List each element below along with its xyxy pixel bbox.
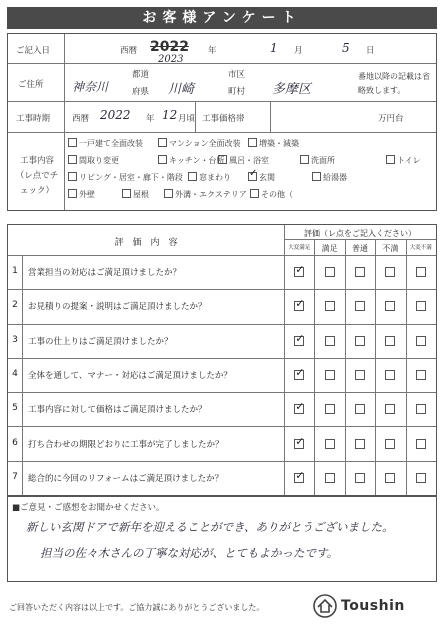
rating-checkbox[interactable] <box>416 301 426 311</box>
rating-checkbox[interactable] <box>416 439 426 449</box>
rating-level-header: 不満 <box>382 244 399 253</box>
footer-note: ご回答いただく内容は以上です。ご協力誠にありがとうございました。 <box>9 603 265 612</box>
date-label: ご記入日 <box>16 46 51 56</box>
pref-label-top: 都道 <box>132 70 150 80</box>
checkbox[interactable] <box>218 155 227 164</box>
work-option[interactable] <box>164 189 247 200</box>
rating-checkbox[interactable] <box>385 267 395 277</box>
town-label: 町村 <box>228 87 246 97</box>
rating-checkbox[interactable] <box>416 473 426 483</box>
eval-table <box>7 224 437 496</box>
period-label: 工事時期 <box>16 114 51 124</box>
question-number: 6 <box>12 437 18 448</box>
work-option[interactable] <box>68 172 183 183</box>
question-number: 7 <box>12 471 18 482</box>
era-label: 西暦 <box>120 46 138 56</box>
checkbox[interactable] <box>248 138 257 147</box>
rating-checkbox[interactable] <box>325 439 335 449</box>
rating-checkbox[interactable] <box>294 473 304 483</box>
rating-checkbox[interactable] <box>385 404 395 414</box>
checkbox[interactable] <box>248 172 257 181</box>
comments-label: ■ご意見・ご感想をお聞かせください。 <box>12 503 165 513</box>
address-label: ご住所 <box>18 80 44 90</box>
rating-checkbox[interactable] <box>294 301 304 311</box>
comment-line-2: 担当の佐々木さんの丁寧な対応が、とてもよかったです。 <box>40 546 339 560</box>
city-value: 川崎 <box>168 82 195 97</box>
rating-checkbox[interactable] <box>325 370 335 380</box>
rating-checkbox[interactable] <box>325 336 335 346</box>
work-option-label: 増築・減築 <box>259 139 299 148</box>
period-month-unit: 月頃 <box>178 114 196 124</box>
work-option-label: キッチン・台所 <box>169 156 225 165</box>
rating-checkbox[interactable] <box>325 404 335 414</box>
work-option-label: 給湯器 <box>323 173 347 182</box>
comments-box <box>7 496 437 582</box>
work-option[interactable] <box>68 138 143 149</box>
comment-line-1: 新しい玄関ドアで新年を迎えることができ、ありがとうございました。 <box>26 520 394 534</box>
checkbox[interactable] <box>122 189 131 198</box>
work-option-label: 窓まわり <box>199 173 231 182</box>
year-printed: 2022 <box>150 39 189 55</box>
year-corrected: 2023 <box>158 54 184 65</box>
rating-checkbox[interactable] <box>355 370 365 380</box>
checkbox[interactable] <box>68 138 77 147</box>
rating-checkbox[interactable] <box>355 473 365 483</box>
work-option-label: 屋根 <box>133 190 149 199</box>
ward-value: 多摩区 <box>272 82 312 97</box>
pref-value: 神奈川 <box>72 80 109 94</box>
work-option[interactable] <box>158 138 241 149</box>
content-header: 評 価 内 容 <box>114 238 178 248</box>
checkbox[interactable] <box>312 172 321 181</box>
checkbox[interactable] <box>164 189 173 198</box>
work-option-label: 間取り変更 <box>79 156 119 165</box>
question-text: 営業担当の対応はご満足頂けましたか？ <box>28 268 182 279</box>
rating-header: 評価（レ点をご記入ください） <box>304 229 416 238</box>
rating-checkbox[interactable] <box>385 336 395 346</box>
checkbox[interactable] <box>68 155 77 164</box>
rating-level-header: 普通 <box>351 244 368 253</box>
checkbox[interactable] <box>250 189 259 198</box>
work-option[interactable] <box>300 155 335 166</box>
brand-logo: Toushin <box>341 598 405 614</box>
rating-checkbox[interactable] <box>385 473 395 483</box>
work-option-label: 外壁 <box>79 190 95 199</box>
rating-checkbox[interactable] <box>416 336 426 346</box>
rating-checkbox[interactable] <box>294 439 304 449</box>
rating-checkbox[interactable] <box>416 267 426 277</box>
rating-level-header: 満足 <box>321 244 338 253</box>
work-option[interactable] <box>248 138 299 149</box>
year-unit: 年 <box>208 46 217 56</box>
rating-checkbox[interactable] <box>355 439 365 449</box>
work-option-label: リビング・居室・廊下・階段 <box>79 173 183 182</box>
rating-level-header: 大変不満 <box>409 245 432 251</box>
checkbox[interactable] <box>300 155 309 164</box>
rating-level-header: 大変満足 <box>288 245 311 251</box>
rating-checkbox[interactable] <box>325 473 335 483</box>
work-label: 工事内容（レ点でチェック） <box>15 156 59 196</box>
city-label: 市区 <box>228 70 246 80</box>
rating-checkbox[interactable] <box>416 404 426 414</box>
day-unit: 日 <box>366 46 375 56</box>
work-options <box>68 136 434 208</box>
rating-checkbox[interactable] <box>355 301 365 311</box>
work-option-label: 洗面所 <box>311 156 335 165</box>
question-text: 打ち合わせの期限どおりに工事が完了しましたか？ <box>28 439 224 450</box>
work-option[interactable] <box>188 172 231 183</box>
rating-checkbox[interactable] <box>294 336 304 346</box>
rating-checkbox[interactable] <box>355 404 365 414</box>
checkbox[interactable] <box>68 172 77 181</box>
work-option[interactable] <box>218 155 269 166</box>
price-label: 工事価格帯 <box>202 114 245 124</box>
rating-checkbox[interactable] <box>325 301 335 311</box>
work-option[interactable] <box>68 189 95 200</box>
period-month: 12 <box>162 108 178 122</box>
question-number: 1 <box>12 266 18 277</box>
work-option-label: 外溝・エクステリア <box>175 190 247 199</box>
rating-checkbox[interactable] <box>385 439 395 449</box>
survey-title: お客様アンケート <box>7 7 437 29</box>
work-option-label: 一戸建て全面改装 <box>79 139 143 148</box>
house-logo-icon <box>313 594 337 618</box>
period-year-unit: 年 <box>146 114 155 124</box>
work-option[interactable] <box>386 155 421 166</box>
checkbox[interactable] <box>386 155 395 164</box>
question-number: 3 <box>12 334 18 345</box>
period-era: 西暦 <box>72 114 90 124</box>
work-option-label: トイレ <box>397 156 421 165</box>
question-text: 工事内容に対して価格はご満足頂けましたか？ <box>28 405 207 416</box>
rating-checkbox[interactable] <box>294 404 304 414</box>
work-option[interactable] <box>250 189 293 200</box>
info-box <box>7 33 437 211</box>
address-note: 番地以降の記載は省略致します。 <box>358 72 430 95</box>
work-option[interactable] <box>158 155 224 166</box>
rating-checkbox[interactable] <box>385 370 395 380</box>
month-unit: 月 <box>294 46 303 56</box>
rating-checkbox[interactable] <box>325 267 335 277</box>
work-option[interactable] <box>312 172 347 183</box>
checkbox[interactable] <box>158 138 167 147</box>
month-value: 1 <box>270 41 278 55</box>
checkbox[interactable] <box>188 172 197 181</box>
work-option-label: 玄関 <box>259 173 275 182</box>
question-text: 全体を通して、マナー・対応はご満足頂けましたか？ <box>28 371 232 381</box>
question-number: 2 <box>12 300 18 311</box>
checkbox[interactable] <box>68 189 77 198</box>
day-value: 5 <box>342 41 350 55</box>
pref-label-bottom: 府県 <box>132 87 150 97</box>
rating-checkbox[interactable] <box>294 370 304 380</box>
question-text: 総合的に今回のリフォームはご満足頂けましたか？ <box>28 473 224 484</box>
question-text: 工事の仕上りはご満足頂けましたか？ <box>28 336 173 347</box>
work-option-label: その他（ <box>261 190 293 199</box>
rating-checkbox[interactable] <box>355 267 365 277</box>
work-option[interactable] <box>248 172 275 183</box>
work-option[interactable] <box>68 155 119 166</box>
work-option-label: マンション全面改装 <box>169 139 241 148</box>
question-number: 4 <box>12 369 18 379</box>
rating-checkbox[interactable] <box>416 370 426 380</box>
rating-checkbox[interactable] <box>294 267 304 277</box>
work-option-label: 風呂・浴室 <box>229 156 269 165</box>
question-number: 5 <box>12 403 18 414</box>
rating-checkbox[interactable] <box>385 301 395 311</box>
period-year: 2022 <box>100 108 131 122</box>
rating-checkbox[interactable] <box>355 336 365 346</box>
price-unit: 万円台 <box>378 114 404 124</box>
checkbox[interactable] <box>158 155 167 164</box>
question-text: お見積りの提案・説明はご満足頂けましたか？ <box>28 302 207 313</box>
work-option[interactable] <box>122 189 149 200</box>
